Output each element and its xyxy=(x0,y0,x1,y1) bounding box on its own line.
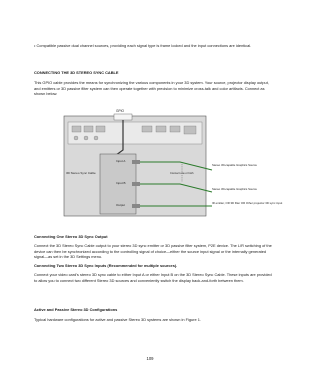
panel-port xyxy=(170,126,180,132)
source-two-label: Stereo 3D-capable Graphics Source xyxy=(212,187,257,191)
output-label: Output xyxy=(116,203,126,207)
bullet-text: Compatible passive dual channel sources, providing each signal type is frame locked and the input connections are identical. xyxy=(36,43,252,48)
gpio-label: GPIO xyxy=(116,109,124,113)
either-label: Connect one or both xyxy=(170,172,194,175)
panel-port xyxy=(84,126,93,132)
output-port xyxy=(132,204,140,208)
page-number: 109 xyxy=(146,356,154,361)
section-one-paragraph: Connect the 3D Stereo Sync Cable output to your stereo 3D sync emitter or 3D passive filter system, P2E device. The L/R switching of the device can then be synchronized according to the controlling signal of choice—either the source input signal or the internally generated signal—as set in the 3D Settings menu. xyxy=(34,243,272,260)
panel-port xyxy=(156,126,166,132)
panel-port xyxy=(72,126,81,132)
sync-cable-label: 3D Stereo Sync Cable xyxy=(66,171,96,175)
bullet-marker: • xyxy=(34,43,36,48)
panel-inner xyxy=(68,122,202,144)
input-a-label: Input A xyxy=(116,159,126,163)
section-one-heading: Connecting One Stereo 3D Sync Output xyxy=(34,234,108,239)
sync-cable-paragraph: This GPIO cable provides the means for synchronizing the various components in your 3D system. Your source, projector display output, and emitters or 3D passive filter system can then operate together with precision to minimize cross-talk and color artifacts. Connect as shown below. xyxy=(34,80,269,97)
section-three-heading: Active and Passive Stereo 3D Configurations xyxy=(34,307,118,312)
panel-jack xyxy=(84,136,88,140)
connection-diagram xyxy=(62,108,283,226)
emitter-label: IR emitter, OR 3D filter OR Other projector 3D sync input xyxy=(212,201,283,205)
gpio-port xyxy=(114,114,132,120)
section-two-heading: Connecting Two Stereo 3D Sync Inputs (Recommended for multiple sources). xyxy=(34,263,178,268)
panel-port xyxy=(142,126,152,132)
input-b-label: Input B xyxy=(116,181,126,185)
panel-jack xyxy=(74,136,78,140)
panel-port xyxy=(184,126,196,134)
panel-jack xyxy=(94,136,98,140)
section-three-paragraph: Typical hardware configurations for active and passive Stereo 3D systems are shown in Figure 1. xyxy=(34,317,201,322)
input-a-port xyxy=(132,160,140,164)
input-b-port xyxy=(132,182,140,186)
sync-cable-heading: CONNECTING THE 3D STEREO SYNC CABLE xyxy=(34,70,119,75)
section-two-paragraph: Connect your video card's stereo 3D sync cable to either Input A or either Input B on the 3D Stereo Sync Cable. These inputs are provided to allow you to connect two different Stereo 3D sources and conveniently switch the display back-and-forth between them. xyxy=(34,272,272,283)
panel-port xyxy=(96,126,105,132)
source-one-label: Stereo 3D-capable Graphics Source xyxy=(212,163,257,167)
bullet-item xyxy=(34,43,272,49)
